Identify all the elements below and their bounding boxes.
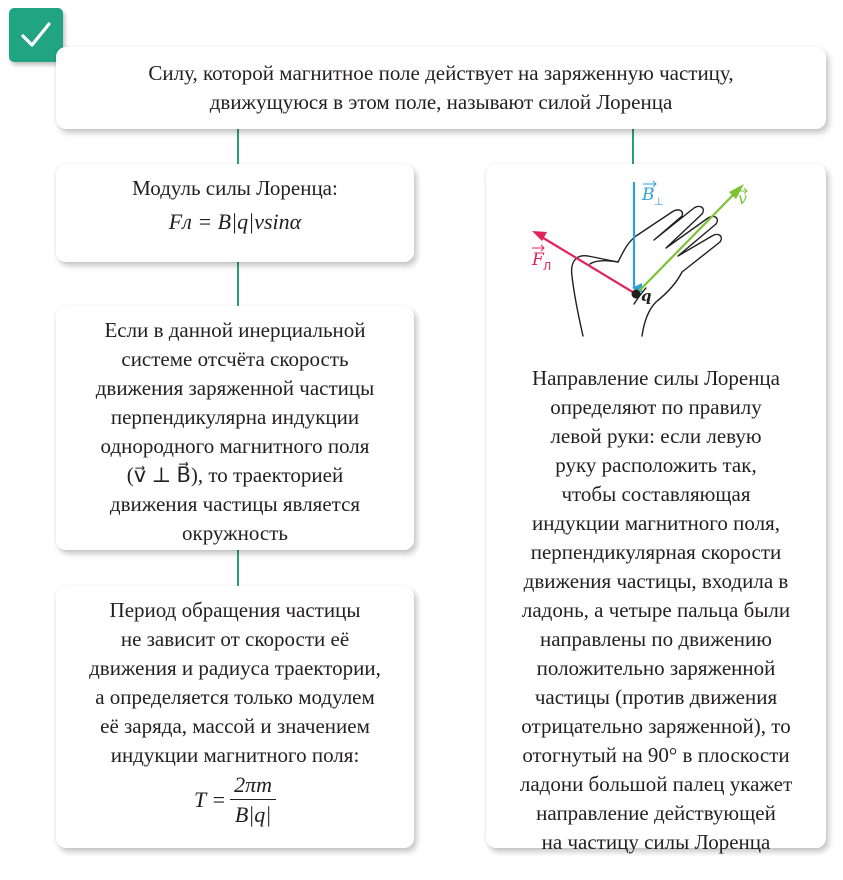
definition-box [56, 47, 826, 129]
left-hand-rule-figure [486, 164, 826, 364]
check-badge [9, 8, 63, 62]
connector-modulus-circle [237, 262, 239, 306]
left-hand-rule-box [486, 164, 826, 854]
circular-motion-box [56, 306, 414, 550]
checkmark-icon [18, 17, 54, 53]
rule-line-7: перпендикулярная скорости [530, 540, 782, 564]
label-q: q [641, 287, 652, 305]
circular-motion-line-2: системе отсчёта скорость [121, 347, 349, 371]
modulus-box [56, 164, 414, 262]
circular-motion-line-3: движения заряженной частицы [95, 376, 375, 400]
period-line-2: не зависит от скорости её [120, 627, 350, 651]
connector-circle-period [237, 550, 239, 586]
period-line-5: её заряда, массой и значением [100, 714, 370, 738]
rule-line-4: руку расположить так, [555, 453, 757, 477]
period-line-1: Период обращения частицы [109, 598, 361, 622]
left-hand-drawing [572, 206, 722, 336]
left-hand-rule-text [486, 364, 826, 857]
definition-line-1: Силу, которой магнитное поле действует на заряженную частицу, [148, 61, 734, 85]
circular-motion-line-8: окружность [182, 521, 288, 545]
circular-motion-line-1: Если в данной инерциальной [104, 318, 366, 342]
connector-header-right [632, 128, 634, 164]
rule-line-15: ладони большой палец укажет [519, 772, 793, 796]
period-line-4: а определяется только модулем [95, 685, 375, 709]
rule-line-9: ладонь, а четыре пальца были [521, 598, 791, 622]
rule-line-2: определяют по правилу [550, 395, 762, 419]
definition-line-2: движущуюся в этом поле, называют силой Лоренца [209, 90, 673, 114]
rule-line-10: направлены по движению [540, 627, 772, 651]
label-b-sub: ⊥ [654, 195, 664, 208]
period-fraction-denominator: B|q| [234, 802, 272, 827]
rule-line-5: чтобы составляющая [561, 482, 751, 506]
rule-line-17: на частицу силы Лоренца [541, 830, 771, 854]
rule-line-3: левой руки: если левую [550, 424, 762, 448]
label-v: v [738, 189, 748, 208]
period-formula [56, 772, 414, 828]
period-formula-lhs: T = [193, 787, 227, 812]
circular-motion-line-7: движения частицы является [109, 492, 361, 516]
circular-motion-line-6: (v⃗ ⊥ B⃗), то траекторией [126, 463, 344, 487]
period-line-6: индукции магнитного поля: [110, 743, 360, 767]
rule-line-14: отогнутый на 90° в плоскости [522, 743, 790, 767]
label-b: B [642, 185, 655, 205]
label-f: F [532, 250, 544, 270]
rule-line-11: положительно заряженной [536, 656, 776, 680]
rule-line-6: индукции магнитного поля, [532, 511, 780, 535]
period-fraction [230, 772, 276, 828]
circular-motion-line-4: перпендикулярна индукции [110, 405, 360, 429]
connector-header-left [237, 128, 239, 164]
period-line-3: движения и радиуса траектории, [89, 656, 381, 680]
rule-line-8: движения частицы, входила в [523, 569, 789, 593]
period-fraction-numerator: 2πm [230, 772, 276, 800]
modulus-formula: Fл = B|q|vsinα [168, 209, 302, 234]
rule-line-13: отрицательно заряженной), то [521, 714, 791, 738]
period-box [56, 586, 414, 848]
charge-point [632, 290, 641, 299]
rule-line-12: частицы (против движения [534, 685, 778, 709]
modulus-title: Модуль силы Лоренца: [132, 176, 338, 200]
rule-line-1: Направление силы Лоренца [532, 366, 780, 390]
label-f-sub: Л [543, 260, 552, 273]
rule-line-16: направление действующей [536, 801, 776, 825]
circular-motion-line-5: однородного магнитного поля [100, 434, 370, 458]
definition-text [56, 59, 826, 117]
